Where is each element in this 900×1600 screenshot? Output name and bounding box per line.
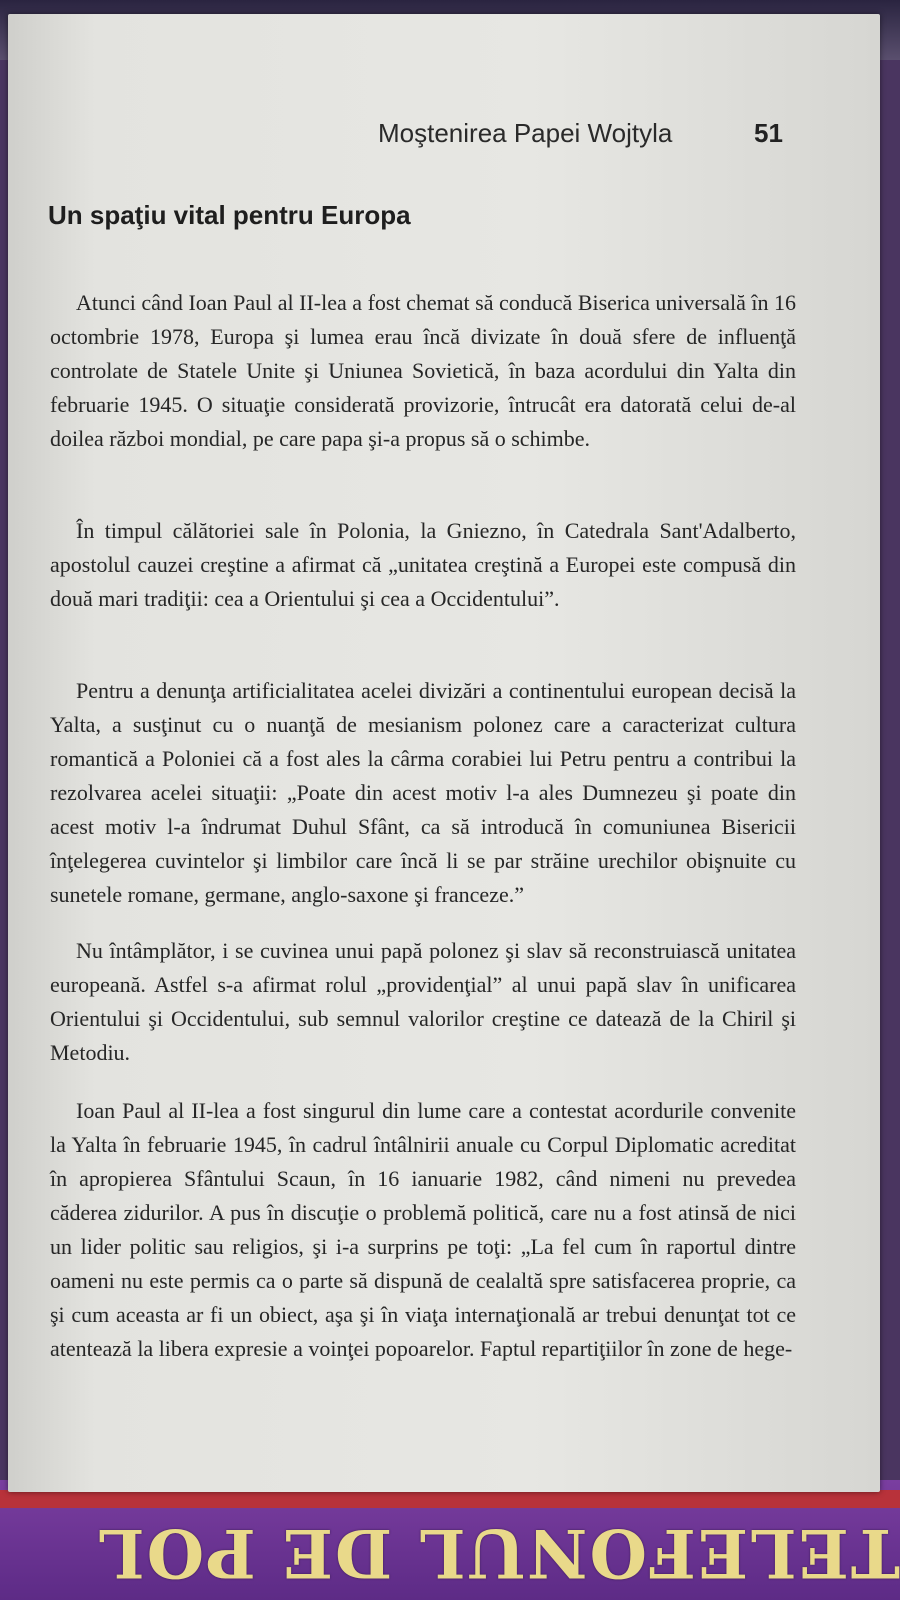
book-page (8, 14, 880, 1492)
paragraph-5: Ioan Paul al II-lea a fost singurul din lume care a contestat acordurile convenite la Yalta în februarie 1945, în cadrul întâlnirii anuale cu Corpul Diplomatic acreditat în apropierea Sfântului Scaun, în 16 ianuarie 1982, când nimeni nu prevedea căderea zidurilor. A pus în discuţie o problemă politică, care nu a fost atinsă de nici un lider politic sau religios, şi i-a surprins pe toţi: „La fel cum în raportul dintre oameni nu este permis ca o parte să dispună de cealaltă spre satisfacerea proprie, ca şi cum aceasta ar fi un obiect, aşa şi în viaţa internaţională ar trebui denunţat tot ce atentează la libera expresie a voinţei popoarelor. Faptul repartiţiilor în zone de hege- (50, 1098, 796, 1361)
page-number: 51 (754, 118, 783, 148)
paragraph-1: Atunci când Ioan Paul al II-lea a fost chemat să conducă Biserica universală în 16 octombrie 1978, Europa şi lumea erau încă divizate în două sfere de influenţă controlate de Statele Unite şi Uniunea Sovietică, în baza acordului din Yalta din februarie 1945. O situaţie considerată provizorie, întrucât era datorată celui de-al doilea război mondial, pe care papa şi-a propus să o schimbe. (50, 290, 796, 451)
paragraph-3: Pentru a denunţa artificialitatea acelei divizări a continentului european decisă la Yalta, a susţinut cu o nuanţă de mesianism polonez care a caracterizat cultura romantică a Poloniei că a fost ales la cârma corabiei lui Petru pentru a contribui la rezolvarea acelei situaţii: „Poate din acest motiv l-a ales Dumnezeu şi poate din acest motiv l-a îndrumat Duhul Sfânt, ca să introducă în comuniunea Bisericii înţelegerea cuvintelor şi limbilor care încă li se par străine urechilor obişnuite cu sunetele romane, germane, anglo-saxone şi franceze.” (50, 678, 796, 907)
paragraph-4: Nu întâmplător, i se cuvinea unui papă polonez şi slav să reconstruiască unitatea europeană. Astfel s-a afirmat rolul „providenţial” al unui papă slav în unificarea Orientului şi Occidentului, sub semnul valorilor creştine ce datează de la Chiril şi Metodiu. (50, 938, 796, 1065)
paragraph-2: În timpul călătoriei sale în Polonia, la Gniezno, în Catedrala Sant'Adalberto, apostolul cauzei creştine a afirmat că „unitatea creştină a Europei este compusă din două mari tradiţii: cea a Orientului şi cea a Occidentului”. (50, 518, 796, 611)
running-header-title: Moştenirea Papei Wojtyla (378, 118, 673, 148)
mirrored-cover-title: TELEFONUL DE POL (96, 1514, 900, 1592)
section-heading: Un spaţiu vital pentru Europa (48, 200, 411, 230)
